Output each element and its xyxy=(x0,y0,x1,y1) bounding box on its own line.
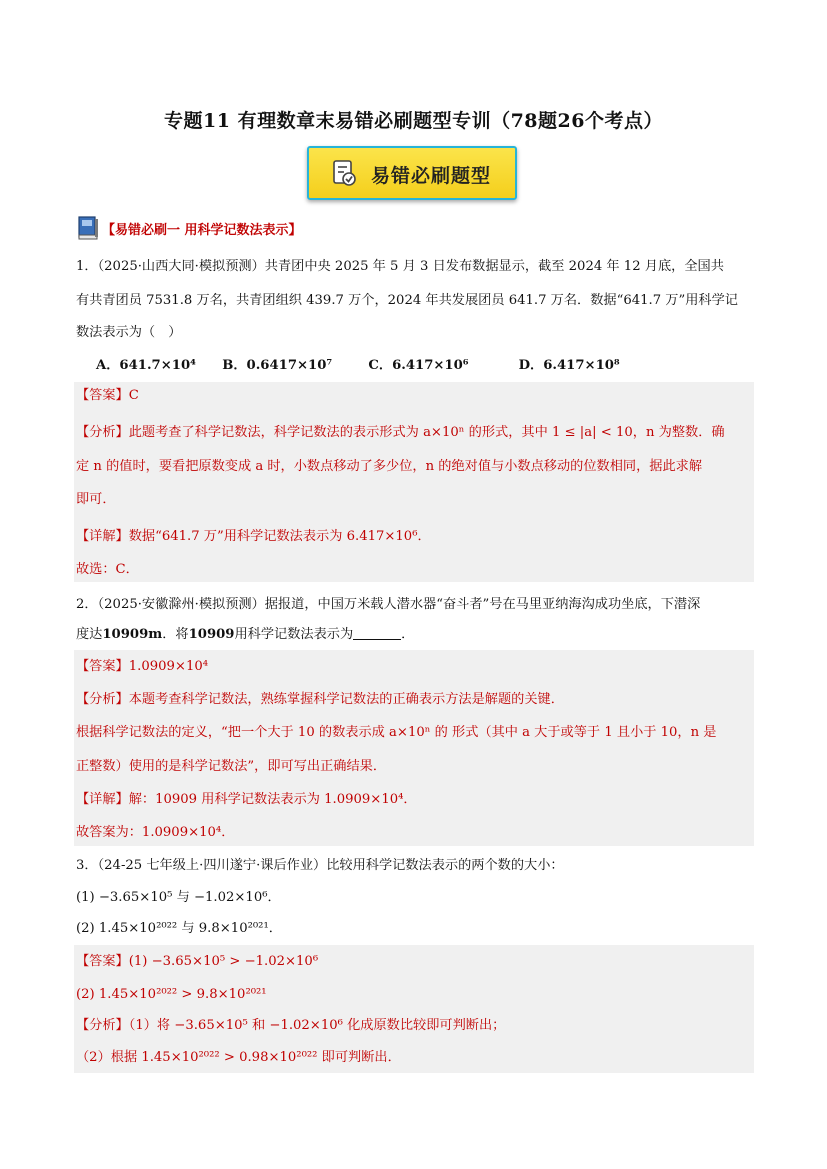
q2-analysis-1: 【分析】本题考查科学记数法，熟练掌握科学记数法的正确表示方法是解题的关键． xyxy=(76,692,564,707)
option-a: A．641.7×10⁴ xyxy=(96,358,196,373)
q1-line-1: 1．（2025·山西大同·模拟预测）共青团中央 2025 年 5 月 3 日发布数据显示，截至 2024 年 12 月底，全国共 xyxy=(76,259,724,274)
q2-final: 故答案为：1.0909×10⁴． xyxy=(76,825,235,840)
q3-part-1: (1) −3.65×10⁵ 与 −1.02×10⁶． xyxy=(76,890,281,905)
q2-depth: 10909m xyxy=(102,627,163,642)
page-title: 专题11 有理数章末易错必刷题型专训（78题26个考点） xyxy=(164,110,663,132)
q2-detail: 【详解】解：10909 用科学记数法表示为 1.0909×10⁴． xyxy=(76,792,417,807)
checklist-icon xyxy=(331,159,357,187)
answer-box-q1 xyxy=(74,382,754,582)
q2-analysis-3: 正整数）使用的是科学记数法”，即可写出正确结果． xyxy=(76,759,387,774)
section-title: 【易错必刷一 用科学记数法表示】 xyxy=(102,223,302,238)
q1-analysis-1: 【分析】此题考查了科学记数法，科学记数法的表示形式为 a×10ⁿ 的形式，其中 1 ≤ |a| < 10，n 为整数．确 xyxy=(76,425,725,440)
q1-analysis-2: 定 n 的值时，要看把原数变成 a 时，小数点移动了多少位，n 的绝对值与小数点移动的位数相同，据此求解 xyxy=(76,459,703,474)
book-icon xyxy=(76,214,102,242)
q2-line-2 xyxy=(76,624,414,646)
q1-analysis-3: 即可． xyxy=(76,492,116,507)
q3-answer-2: (2) 1.45×10²⁰²² > 9.8×10²⁰²¹ xyxy=(76,987,267,1002)
q2-number: 10909 xyxy=(188,627,235,642)
q1-answer: 【答案】C xyxy=(76,388,139,403)
q1-choice: 故选：C． xyxy=(76,562,139,577)
q2-line-1: 2．（2025·安徽滁州·模拟预测）据报道，中国万米载人潜水器“奋斗者”号在马里亚纳海沟成功坐底，下潜深 xyxy=(76,597,701,612)
q2-text-f: ． xyxy=(401,627,415,642)
q2-text-c: ．将 xyxy=(162,627,189,642)
option-c: C．6.417×10⁶ xyxy=(368,358,469,373)
banner-text: 易错必刷题型 xyxy=(371,165,492,187)
q2-text-a: 度达 xyxy=(76,627,103,642)
q3-answer-1: 【答案】(1) −3.65×10⁵ > −1.02×10⁶ xyxy=(76,954,319,969)
q1-line-2: 有共青团员 7531.8 万名，共青团组织 439.7 万个，2024 年共发展团员 641.7 万名．数据“641.7 万”用科学记 xyxy=(76,293,738,308)
answer-blank xyxy=(353,625,401,640)
q2-answer: 【答案】1.0909×10⁴ xyxy=(76,659,209,674)
q2-text-e: 用科学记数法表示为 xyxy=(234,627,354,642)
q3-line-1: 3．（24-25 七年级上·四川遂宁·课后作业）比较用科学记数法表示的两个数的大小： xyxy=(76,858,564,873)
answer-box-q2 xyxy=(74,650,754,846)
q3-analysis-1: 【分析】（1）将 −3.65×10⁵ 和 −1.02×10⁶ 化成原数比较即可判断出； xyxy=(76,1018,506,1033)
q1-detail: 【详解】数据“641.7 万”用科学记数法表示为 6.417×10⁶． xyxy=(76,529,431,544)
q3-analysis-2: （2）根据 1.45×10²⁰²² > 0.98×10²⁰²² 即可判断出． xyxy=(76,1050,401,1065)
q3-part-2: (2) 1.45×10²⁰²² 与 9.8×10²⁰²¹． xyxy=(76,921,282,936)
banner xyxy=(307,146,517,200)
q1-line-3: 数法表示为（ ） xyxy=(76,325,182,340)
option-d: D．6.417×10⁸ xyxy=(518,358,620,373)
q1-options xyxy=(96,355,620,377)
q2-analysis-2: 根据科学记数法的定义，“把一个大于 10 的数表示成 a×10ⁿ 的 形式（其中 a 大于或等于 1 且小于 10，n 是 xyxy=(76,725,717,740)
option-b: B．0.6417×10⁷ xyxy=(222,358,333,373)
